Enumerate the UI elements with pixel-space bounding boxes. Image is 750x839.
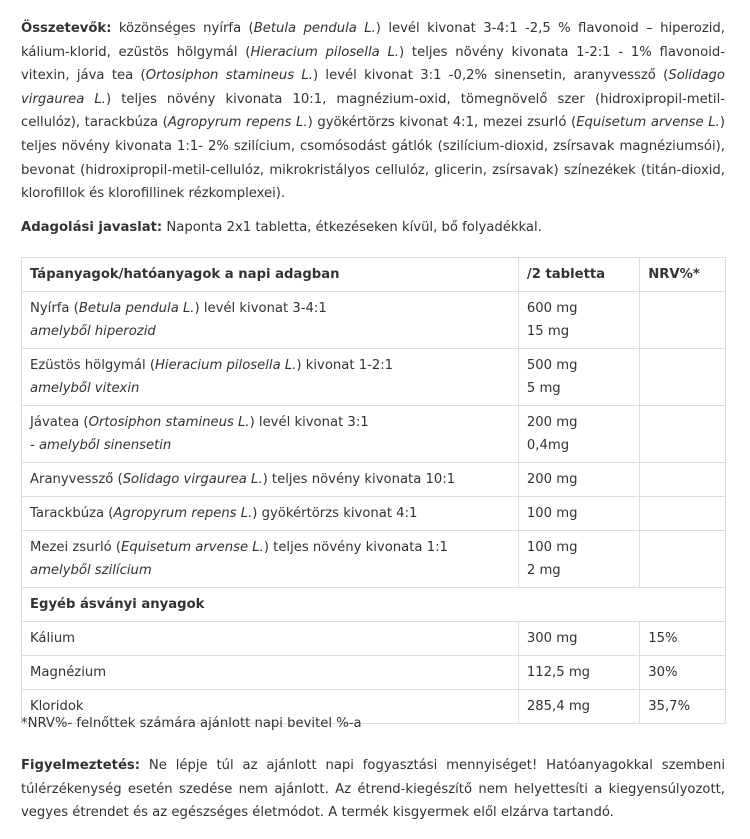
- mineral-amount: 112,5 mg: [518, 656, 639, 690]
- ingredient-name: Aranyvessző (Solidago virgaurea L.) teljes növény kivonata 10:1: [22, 463, 519, 497]
- minerals-heading-row: [22, 588, 726, 622]
- ingredient-nrv: [640, 463, 726, 497]
- table-row: [22, 656, 726, 690]
- warning-text: Ne lépje túl az ajánlott napi fogyasztási mennyiséget! Hatóanyagokkal szembeni túlérzékenység esetén szedése nem ajánlott. Az étrend-kiegészítő nem helyettesíti a kiegyensúlyozott, vegyes étrendet és az egészséges életmódot. A termék kisgyermek elől elzárva tartandó.: [21, 758, 725, 821]
- mineral-nrv: 30%: [640, 656, 726, 690]
- table-row: [22, 622, 726, 656]
- ingredient-name: Nyírfa (Betula pendula L.) levél kivonat 3-4:1 amelyből hiperozid: [22, 292, 519, 349]
- mineral-amount: 285,4 mg: [518, 690, 639, 724]
- ingredient-nrv: [640, 497, 726, 531]
- ingredients-text: közönséges nyírfa (Betula pendula L.) levél kivonat 3-4:1 -2,5 % flavonoid – hiperozid, kálium-klorid, ezüstös hölgymál (Hieracium pilosella L.) teljes növény kivonata 1-2:1 - 1% flavonoid-vitexin, jáva tea (Ortosiphon stamineus L.) levél kivonat 3:1 -0,2% sinensetin, aranyvessző (Solidago virgaurea L.) teljes növény kivonata 10:1, magnézium-oxid, tömegnövelő szer (hidroxipropil-metil-cellulóz), tarackbúza (Agropyrum repens L.) gyökértörzs kivonat 4:1, mezei zsurló (Equisetum arvense L.) teljes növény kivonata 1:1- 2% szilícium, csomósodást gátlók (szilícium-dioxid, zsírsavak magnéziumsói), bevonat (hidroxipropil-metil-cellulóz, mikrokristályos cellulóz, glicerin, zsírsavak) színezékek (titán-dioxid, klorofillok és klorofillinek rézkomplexei).: [21, 21, 725, 202]
- ingredient-amount: 600 mg 15 mg: [518, 292, 639, 349]
- mineral-nrv: 15%: [640, 622, 726, 656]
- ingredient-amount: 100 mg 2 mg: [518, 531, 639, 588]
- nutrition-table: [21, 257, 726, 724]
- warning-label: Figyelmeztetés:: [21, 758, 141, 773]
- dosage-text: Naponta 2x1 tabletta, étkezéseken kívül, bő folyadékkal.: [162, 220, 542, 235]
- mineral-name: Kloridok: [22, 690, 519, 724]
- dosage-paragraph: [21, 216, 725, 240]
- header-nrv: NRV%*: [640, 258, 726, 292]
- ingredient-amount: 200 mg 0,4mg: [518, 406, 639, 463]
- nrv-footnote: *NRV%- felnőttek számára ajánlott napi bevitel %-a: [21, 716, 362, 731]
- ingredient-amount: 500 mg 5 mg: [518, 349, 639, 406]
- table-row: [22, 497, 726, 531]
- header-nutrients: Tápanyagok/hatóanyagok a napi adagban: [22, 258, 519, 292]
- ingredient-name: Mezei zsurló (Equisetum arvense L.) teljes növény kivonata 1:1 amelyből szilícium: [22, 531, 519, 588]
- ingredient-amount: 100 mg: [518, 497, 639, 531]
- ingredient-name: Ezüstös hölgymál (Hieracium pilosella L.) kivonat 1-2:1 amelyből vitexin: [22, 349, 519, 406]
- ingredient-nrv: [640, 349, 726, 406]
- ingredients-label: Összetevők:: [21, 21, 112, 36]
- dosage-label: Adagolási javaslat:: [21, 220, 163, 235]
- mineral-nrv: 35,7%: [640, 690, 726, 724]
- minerals-heading: Egyéb ásványi anyagok: [22, 588, 726, 622]
- table-row: [22, 463, 726, 497]
- table-row: [22, 531, 726, 588]
- ingredient-name: Tarackbúza (Agropyrum repens L.) gyökértörzs kivonat 4:1: [22, 497, 519, 531]
- warning-paragraph: [21, 754, 725, 825]
- ingredients-paragraph: [21, 17, 725, 206]
- mineral-name: Kálium: [22, 622, 519, 656]
- table-header-row: [22, 258, 726, 292]
- ingredient-nrv: [640, 406, 726, 463]
- mineral-name: Magnézium: [22, 656, 519, 690]
- table-row: [22, 406, 726, 463]
- ingredient-amount: 200 mg: [518, 463, 639, 497]
- header-per-2-tablets: /2 tabletta: [518, 258, 639, 292]
- table-row: [22, 292, 726, 349]
- mineral-amount: 300 mg: [518, 622, 639, 656]
- ingredient-name: Jávatea (Ortosiphon stamineus L.) levél kivonat 3:1 - amelyből sinensetin: [22, 406, 519, 463]
- table-row: [22, 349, 726, 406]
- ingredient-nrv: [640, 531, 726, 588]
- ingredient-nrv: [640, 292, 726, 349]
